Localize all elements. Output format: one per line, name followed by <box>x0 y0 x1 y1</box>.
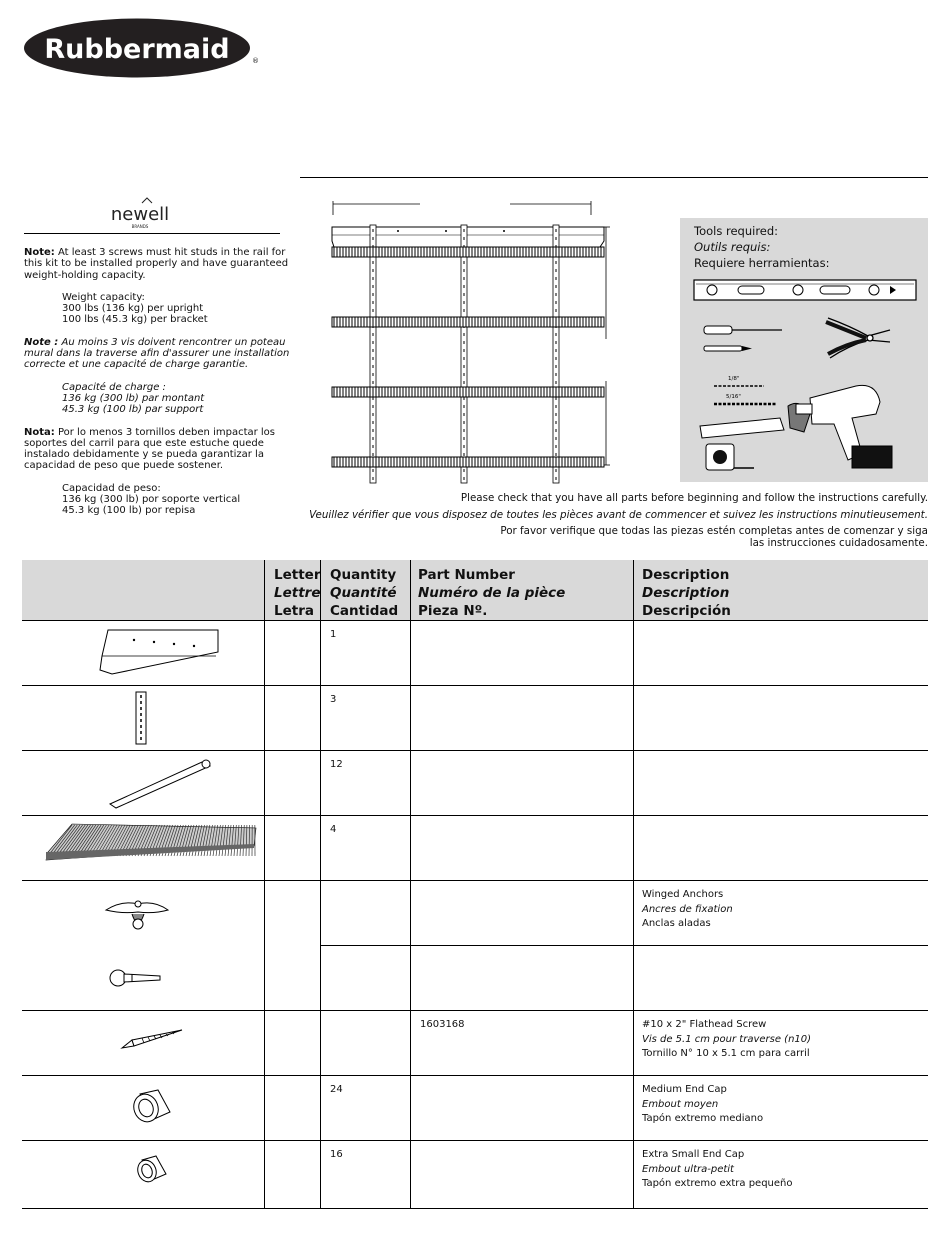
bit-size-large: 5/16" <box>726 394 741 400</box>
note-es-w3: 45.3 kg (100 lb) por repisa <box>62 505 196 517</box>
bracket-icon <box>106 756 216 812</box>
note-es-label: Nota: <box>24 426 55 438</box>
note-fr-label: Note : <box>24 336 59 348</box>
note-es-w2: 136 kg (300 lb) por soporte vertical <box>62 494 241 506</box>
row-quantity: 3 <box>330 694 337 705</box>
note-es-w1: Capacidad de peso: <box>62 482 161 494</box>
header-desc-es: Descripción <box>642 603 731 619</box>
row-quantity: 4 <box>330 824 337 835</box>
row-part-number: 1603168 <box>420 1019 465 1030</box>
screwdriver-icon <box>704 326 782 351</box>
parts-table <box>22 560 928 1210</box>
level-icon <box>694 280 916 300</box>
row-desc-es: Tapón extremo mediano <box>642 1113 764 1124</box>
row-quantity: 24 <box>330 1084 343 1095</box>
note-en-w1: Weight capacity: <box>62 291 145 303</box>
note-en-label: Note: <box>24 247 55 258</box>
hang-rail-icon <box>94 626 224 682</box>
row-desc-fr: Vis de 5.1 cm pour traverse (n10) <box>642 1033 812 1045</box>
rubbermaid-logo <box>24 18 250 78</box>
check-en: Please check that you have all parts before beginning and follow the instructions carefully. <box>460 492 928 504</box>
check-es-1: Por favor verifique que todas las piezas estén completas antes de comenzar y siga <box>500 525 928 537</box>
notes-block <box>24 247 294 517</box>
tools-fr: Outils requis: <box>694 240 771 254</box>
note-en-w3: 100 lbs (45.3 kg) per bracket <box>62 314 208 326</box>
hammer-icon <box>700 403 810 438</box>
note-fr-w1: Capacité de charge : <box>62 381 166 393</box>
tools-required-panel <box>680 218 928 482</box>
row-quantity: 16 <box>330 1149 343 1160</box>
extra-small-end-cap-icon <box>132 1152 172 1192</box>
note-fr-w3: 45.3 kg (100 lb) par support <box>62 404 204 416</box>
row-desc-en: #10 x 2" Flathead Screw <box>642 1019 767 1030</box>
row-quantity: 12 <box>330 759 343 770</box>
bit-size-small: 1/8" <box>728 376 740 382</box>
header-letter-es: Letra <box>274 603 314 619</box>
winged-anchor-icon <box>102 890 172 940</box>
row-desc-en: Extra Small End Cap <box>642 1149 745 1160</box>
screw-icon <box>118 1026 188 1058</box>
anchor-icon <box>106 964 166 992</box>
header-part-en: Part Number <box>418 567 515 583</box>
check-es-2: las instrucciones cuidadosamente. <box>749 537 928 549</box>
pliers-icon <box>826 318 890 358</box>
upright-icon <box>132 690 152 746</box>
row-desc-es: Tapón extremo extra pequeño <box>642 1178 793 1189</box>
newell-logo <box>100 196 180 230</box>
header-desc-en: Description <box>642 567 730 583</box>
note-en-text: At least 3 screws must hit studs in the rail for this kit to be installed properly and have guaranteed weight-holding capacity. <box>24 247 289 281</box>
note-es-text: Por lo menos 3 tornillos deben impactar los soportes del carril para que este estuche quede instalado debidamente y se pueda garantizar la capacidad de peso que puede sostener. <box>24 426 276 472</box>
header-rule <box>300 177 928 178</box>
header-part-fr: Numéro de la pièce <box>418 585 566 601</box>
row-desc-es: Tornillo N° 10 x 5.1 cm para carril <box>642 1048 810 1059</box>
tape-measure-icon <box>706 444 754 470</box>
row-desc-fr: Ancres de fixation <box>642 903 733 915</box>
header-letter-en: Letter <box>274 567 321 583</box>
row-desc-en: Winged Anchors <box>642 889 724 900</box>
header-desc-fr: Description <box>642 585 730 601</box>
drill-bit-icon <box>714 376 776 404</box>
check-fr: Veuillez vérifier que vous disposez de toutes les pièces avant de commencer et suivez les instructions minutieusement. <box>309 509 928 521</box>
newell-text: newell <box>110 204 170 225</box>
header-letter-fr: Lettre <box>274 585 321 601</box>
wire-shelf-icon <box>42 822 262 868</box>
header-qty-es: Cantidad <box>330 603 399 619</box>
header-qty-fr: Quantité <box>330 585 397 601</box>
medium-end-cap-icon <box>126 1084 176 1134</box>
row-desc-fr: Embout moyen <box>642 1098 719 1110</box>
note-fr-w2: 136 kg (300 lb) par montant <box>62 392 205 404</box>
note-en-w2: 300 lbs (136 kg) per upright <box>62 303 204 315</box>
newell-rule <box>24 233 280 234</box>
header-part-es: Pieza Nº. <box>418 603 488 619</box>
row-desc-en: Medium End Cap <box>642 1084 727 1095</box>
tools-en: Tools required: <box>694 224 779 238</box>
tools-es: Requiere herramientas: <box>694 256 830 270</box>
row-quantity: 1 <box>330 629 337 640</box>
logo-text: Rubbermaid <box>44 34 230 65</box>
newell-sub: BRANDS <box>131 224 149 229</box>
row-desc-es: Anclas aladas <box>642 918 711 929</box>
shelving-system-illustration <box>328 195 616 487</box>
note-fr-text: Au moins 3 vis doivent rencontrer un poteau mural dans la traverse afin d'assurer une installation correcte et une capacité de charge garantie. <box>24 336 290 371</box>
row-desc-fr: Embout ultra-petit <box>642 1163 734 1175</box>
registered-mark: ® <box>252 57 259 65</box>
power-drill-icon <box>796 385 892 468</box>
header-qty-en: Quantity <box>330 567 397 583</box>
